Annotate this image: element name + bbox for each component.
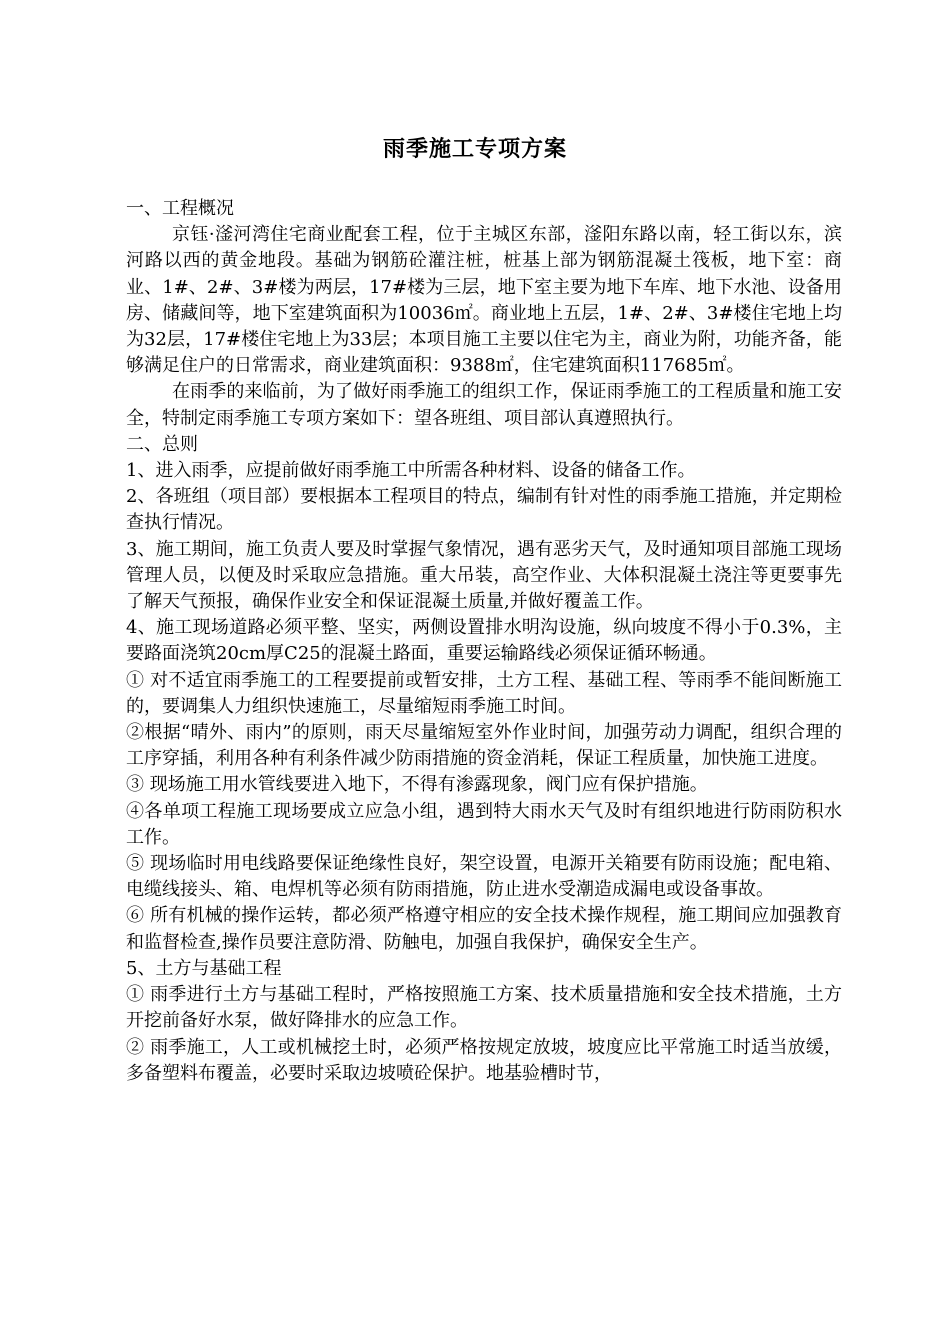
paragraph: 二、总则 xyxy=(126,433,198,455)
paragraph: 4、施工现场道路必须平整、坚实，两侧设置排水明沟设施，纵向坡度不得小于0.3%，主要路面浇筑20cm厚C25的混凝土路面，重要运输路线必须保证循环畅通。 xyxy=(126,617,842,665)
paragraph: 5、土方与基础工程 xyxy=(126,957,282,979)
paragraph: 在雨季的来临前，为了做好雨季施工的组织工作，保证雨季施工的工程质量和施工安全，特制定雨季施工专项方案如下：望各班组、项目部认真遵照执行。 xyxy=(126,381,842,429)
paragraph: ② 雨季施工，人工或机械挖土时，必须严格按规定放坡，坡度应比平常施工时适当放缓，多备塑料布覆盖，必要时采取边坡喷砼保护。地基验槽时节， xyxy=(126,1036,842,1084)
paragraph: 1、进入雨季，应提前做好雨季施工中所需各种材料、设备的储备工作。 xyxy=(126,460,696,482)
paragraph: 2、各班组（项目部）要根据本工程项目的特点，编制有针对性的雨季施工措施，并定期检查执行情况。 xyxy=(126,486,842,534)
paragraph: 京钰·滏河湾住宅商业配套工程，位于主城区东部，滏阳东路以南，轻工街以东，滨河路以西的黄金地段。基础为钢筋砼灌注桩，桩基上部为钢筋混凝土筏板，地下室：商业、1#、2#、3#楼为两层，17#楼为三层，地下室主要为地下车库、地下水池、设备用房、储藏间等，地下室建筑面积为10036㎡。商业地上五层，1#、2#、3#楼住宅地上均为32层，17#楼住宅地上为33层；本项目施工主要以住宅为主，商业为附，功能齐备，能够满足住户的日常需求，商业建筑面积：9388㎡，住宅建筑面积117685㎡。 xyxy=(126,224,842,377)
document-body xyxy=(126,196,842,1087)
paragraph: 一、工程概况 xyxy=(126,198,234,219)
paragraph: ⑥ 所有机械的操作运转，都必须严格遵守相应的安全技术操作规程，施工期间应加强教育和监督检查,操作员要注意防滑、防触电，加强自我保护，确保安全生产。 xyxy=(126,905,842,953)
paragraph: ① 雨季进行土方与基础工程时，严格按照施工方案、技术质量措施和安全技术措施，土方开挖前备好水泵，做好降排水的应急工作。 xyxy=(126,984,842,1032)
paragraph: ④各单项工程施工现场要成立应急小组，遇到特大雨水天气及时有组织地进行防雨防积水工作。 xyxy=(126,800,842,848)
paragraph: ③ 现场施工用水管线要进入地下，不得有渗露现象，阀门应有保护措施。 xyxy=(126,774,708,796)
document-title: 雨季施工专项方案 xyxy=(382,136,567,162)
paragraph: ⑤ 现场临时用电线路要保证绝缘性良好，架空设置，电源开关箱要有防雨设施；配电箱、电缆线接头、箱、电焊机等必须有防雨措施，防止进水受潮造成漏电或设备事故。 xyxy=(126,853,842,901)
paragraph: ②根据“晴外、雨内”的原则，雨天尽量缩短室外作业时间，加强劳动力调配，组织合理的工序穿插，利用各种有利条件减少防雨措施的资金消耗，保证工程质量，加快施工进度。 xyxy=(126,722,842,770)
paragraph: ① 对不适宜雨季施工的工程要提前或暂安排，土方工程、基础工程、等雨季不能间断施工的，要调集人力组织快速施工，尽量缩短雨季施工时间。 xyxy=(126,669,842,717)
paragraph: 3、施工期间，施工负责人要及时掌握气象情况，遇有恶劣天气，及时通知项目部施工现场管理人员，以便及时采取应急措施。重大吊装，高空作业、大体积混凝土浇注等更要事先了解天气预报，确保作业安全和保证混凝土质量,并做好覆盖工作。 xyxy=(126,538,842,613)
